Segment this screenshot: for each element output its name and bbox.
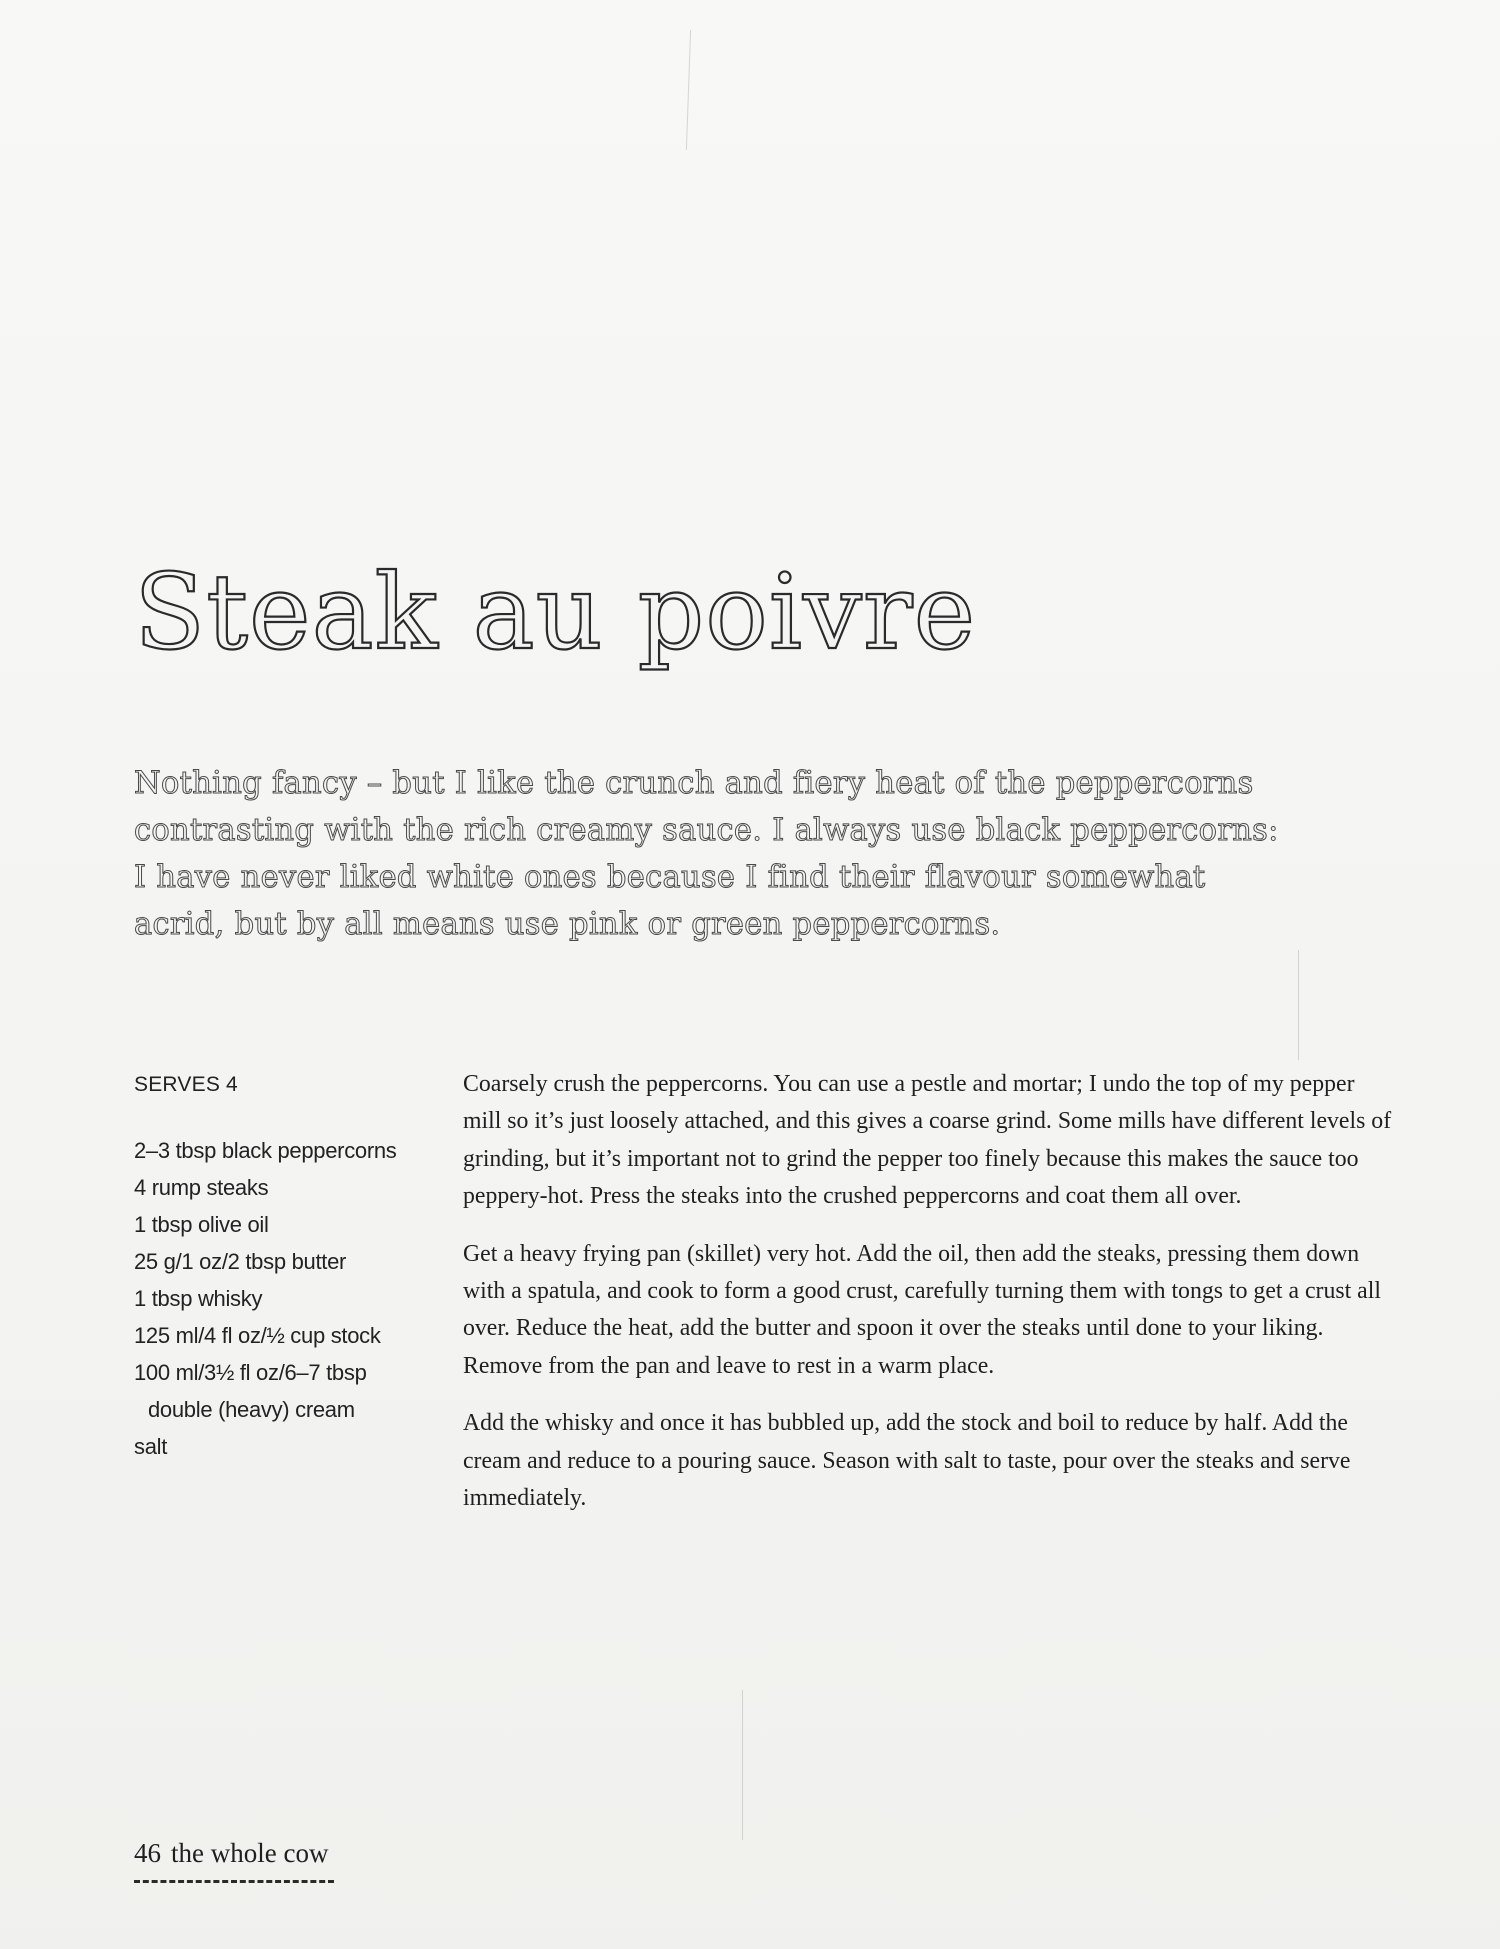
method-text [463,1066,1393,1537]
recipe-title: Steak au poivre [134,551,977,673]
footer-dashed-rule [134,1880,334,1883]
paper-scratch [686,30,691,150]
ingredient-item: 4 rump steaks [134,1175,269,1200]
serves-label: SERVES 4 [134,1073,238,1096]
ingredients-panel [134,1070,424,1465]
ingredient-item: 1 tbsp olive oil [134,1212,269,1237]
method-paragraph: Add the whisky and once it has bubbled up, add the stock and boil to reduce by half. Add the cream and reduce to a pouring sauce. Season with salt to taste, pour over the steaks and serve immediately. [463,1410,1351,1512]
recipe-intro: Nothing fancy – but I like the crunch and fiery heat of the peppercorns contrasting with the rich creamy sauce. I always use black peppercorns: I have never liked white ones because I find their flavour somewhat acrid, but by all means use pink or green peppercorns. [134,766,1279,942]
method-paragraph: Coarsely crush the peppercorns. You can use a pestle and mortar; I undo the top of my pepper mill so it’s just loosely attached, and this gives a coarse grind. Some mills have different levels of grinding, but it’s important not to grind the pepper too finely because this makes the sauce too peppery-hot. Press the steaks into the crushed peppercorns and coat them all over. [463,1071,1392,1210]
ingredient-item: 25 g/1 oz/2 tbsp butter [134,1249,347,1274]
paper-scratch [1298,950,1299,1060]
page-footer [134,1838,328,1869]
ingredient-item: 2–3 tbsp black peppercorns [134,1138,397,1163]
method-paragraph: Get a heavy frying pan (skillet) very hot. Add the oil, then add the steaks, pressing them down with a spatula, and cook to form a good crust, carefully turning them with tongs to get a crust all over. Reduce the heat, add the butter and spoon it over the steaks until done to your liking. Remove from the pan and leave to rest in a warm place. [463,1240,1381,1379]
ingredient-item: 125 ml/4 fl oz/½ cup stock [134,1323,381,1348]
ingredient-item: salt [134,1434,168,1459]
ingredient-item: 100 ml/3½ fl oz/6–7 tbsp double (heavy) cream [134,1360,367,1422]
page-number: 46 [134,1838,161,1868]
ingredient-item: 1 tbsp whisky [134,1286,263,1311]
ingredient-list [134,1132,424,1465]
paper-scratch [742,1690,743,1840]
book-title: the whole cow [171,1838,329,1868]
